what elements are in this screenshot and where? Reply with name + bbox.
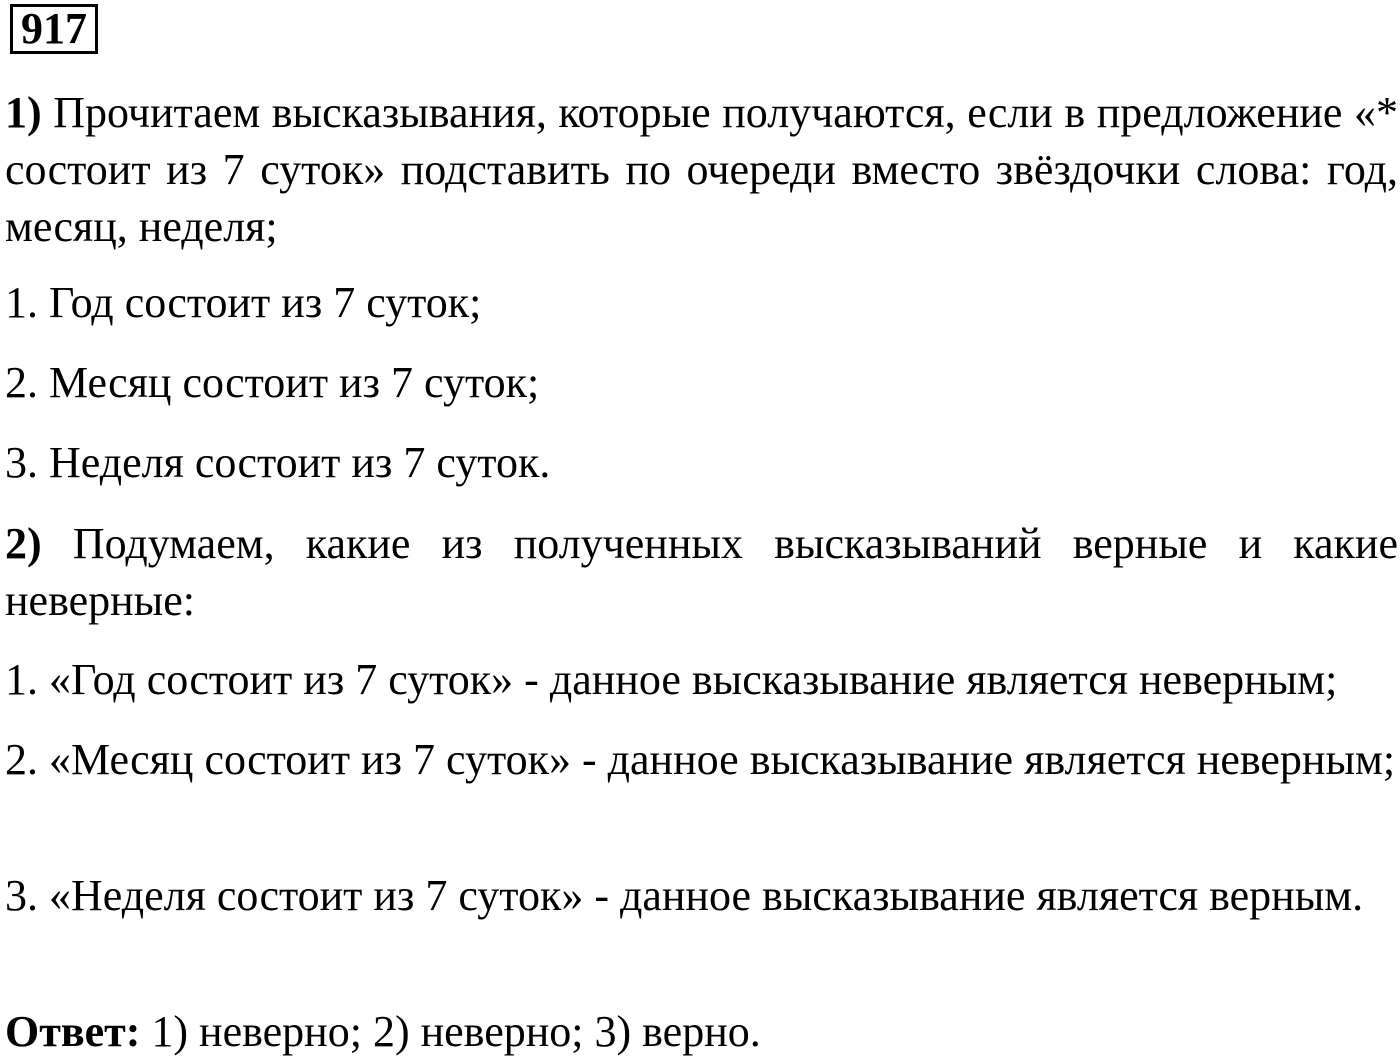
statement-3: 3. Неделя состоит из 7 суток.	[5, 438, 551, 487]
part1-paragraph	[5, 84, 1398, 255]
part1-text: Прочитаем высказывания, которые получаются, если в предложение «* состоит из 7 суток» подставить по очереди вместо звёздочки слова: год, месяц, неделя;	[5, 88, 1398, 251]
part2-paragraph	[5, 515, 1398, 629]
answer-line	[5, 1003, 1398, 1060]
statement-2: 2. Месяц состоит из 7 суток;	[5, 358, 540, 407]
task-number-box: 917	[10, 4, 98, 54]
evaluation-1: 1. «Год состоит из 7 суток» - данное высказывание является неверным;	[5, 655, 1338, 704]
part2-label: 2)	[5, 519, 42, 568]
part1-label: 1)	[5, 88, 42, 137]
statement-1: 1. Год состоит из 7 суток;	[5, 278, 482, 327]
evaluation-3: 3. «Неделя состоит из 7 суток» - данное высказывание является верным.	[5, 871, 1364, 920]
part2-text: Подумаем, какие из полученных высказываний верные и какие неверные:	[5, 519, 1398, 625]
answer-text: 1) неверно; 2) неверно; 3) верно.	[140, 1007, 761, 1056]
answer-label: Ответ:	[5, 1007, 141, 1056]
evaluation-2: 2. «Месяц состоит из 7 суток» - данное высказывание является неверным;	[5, 735, 1396, 784]
